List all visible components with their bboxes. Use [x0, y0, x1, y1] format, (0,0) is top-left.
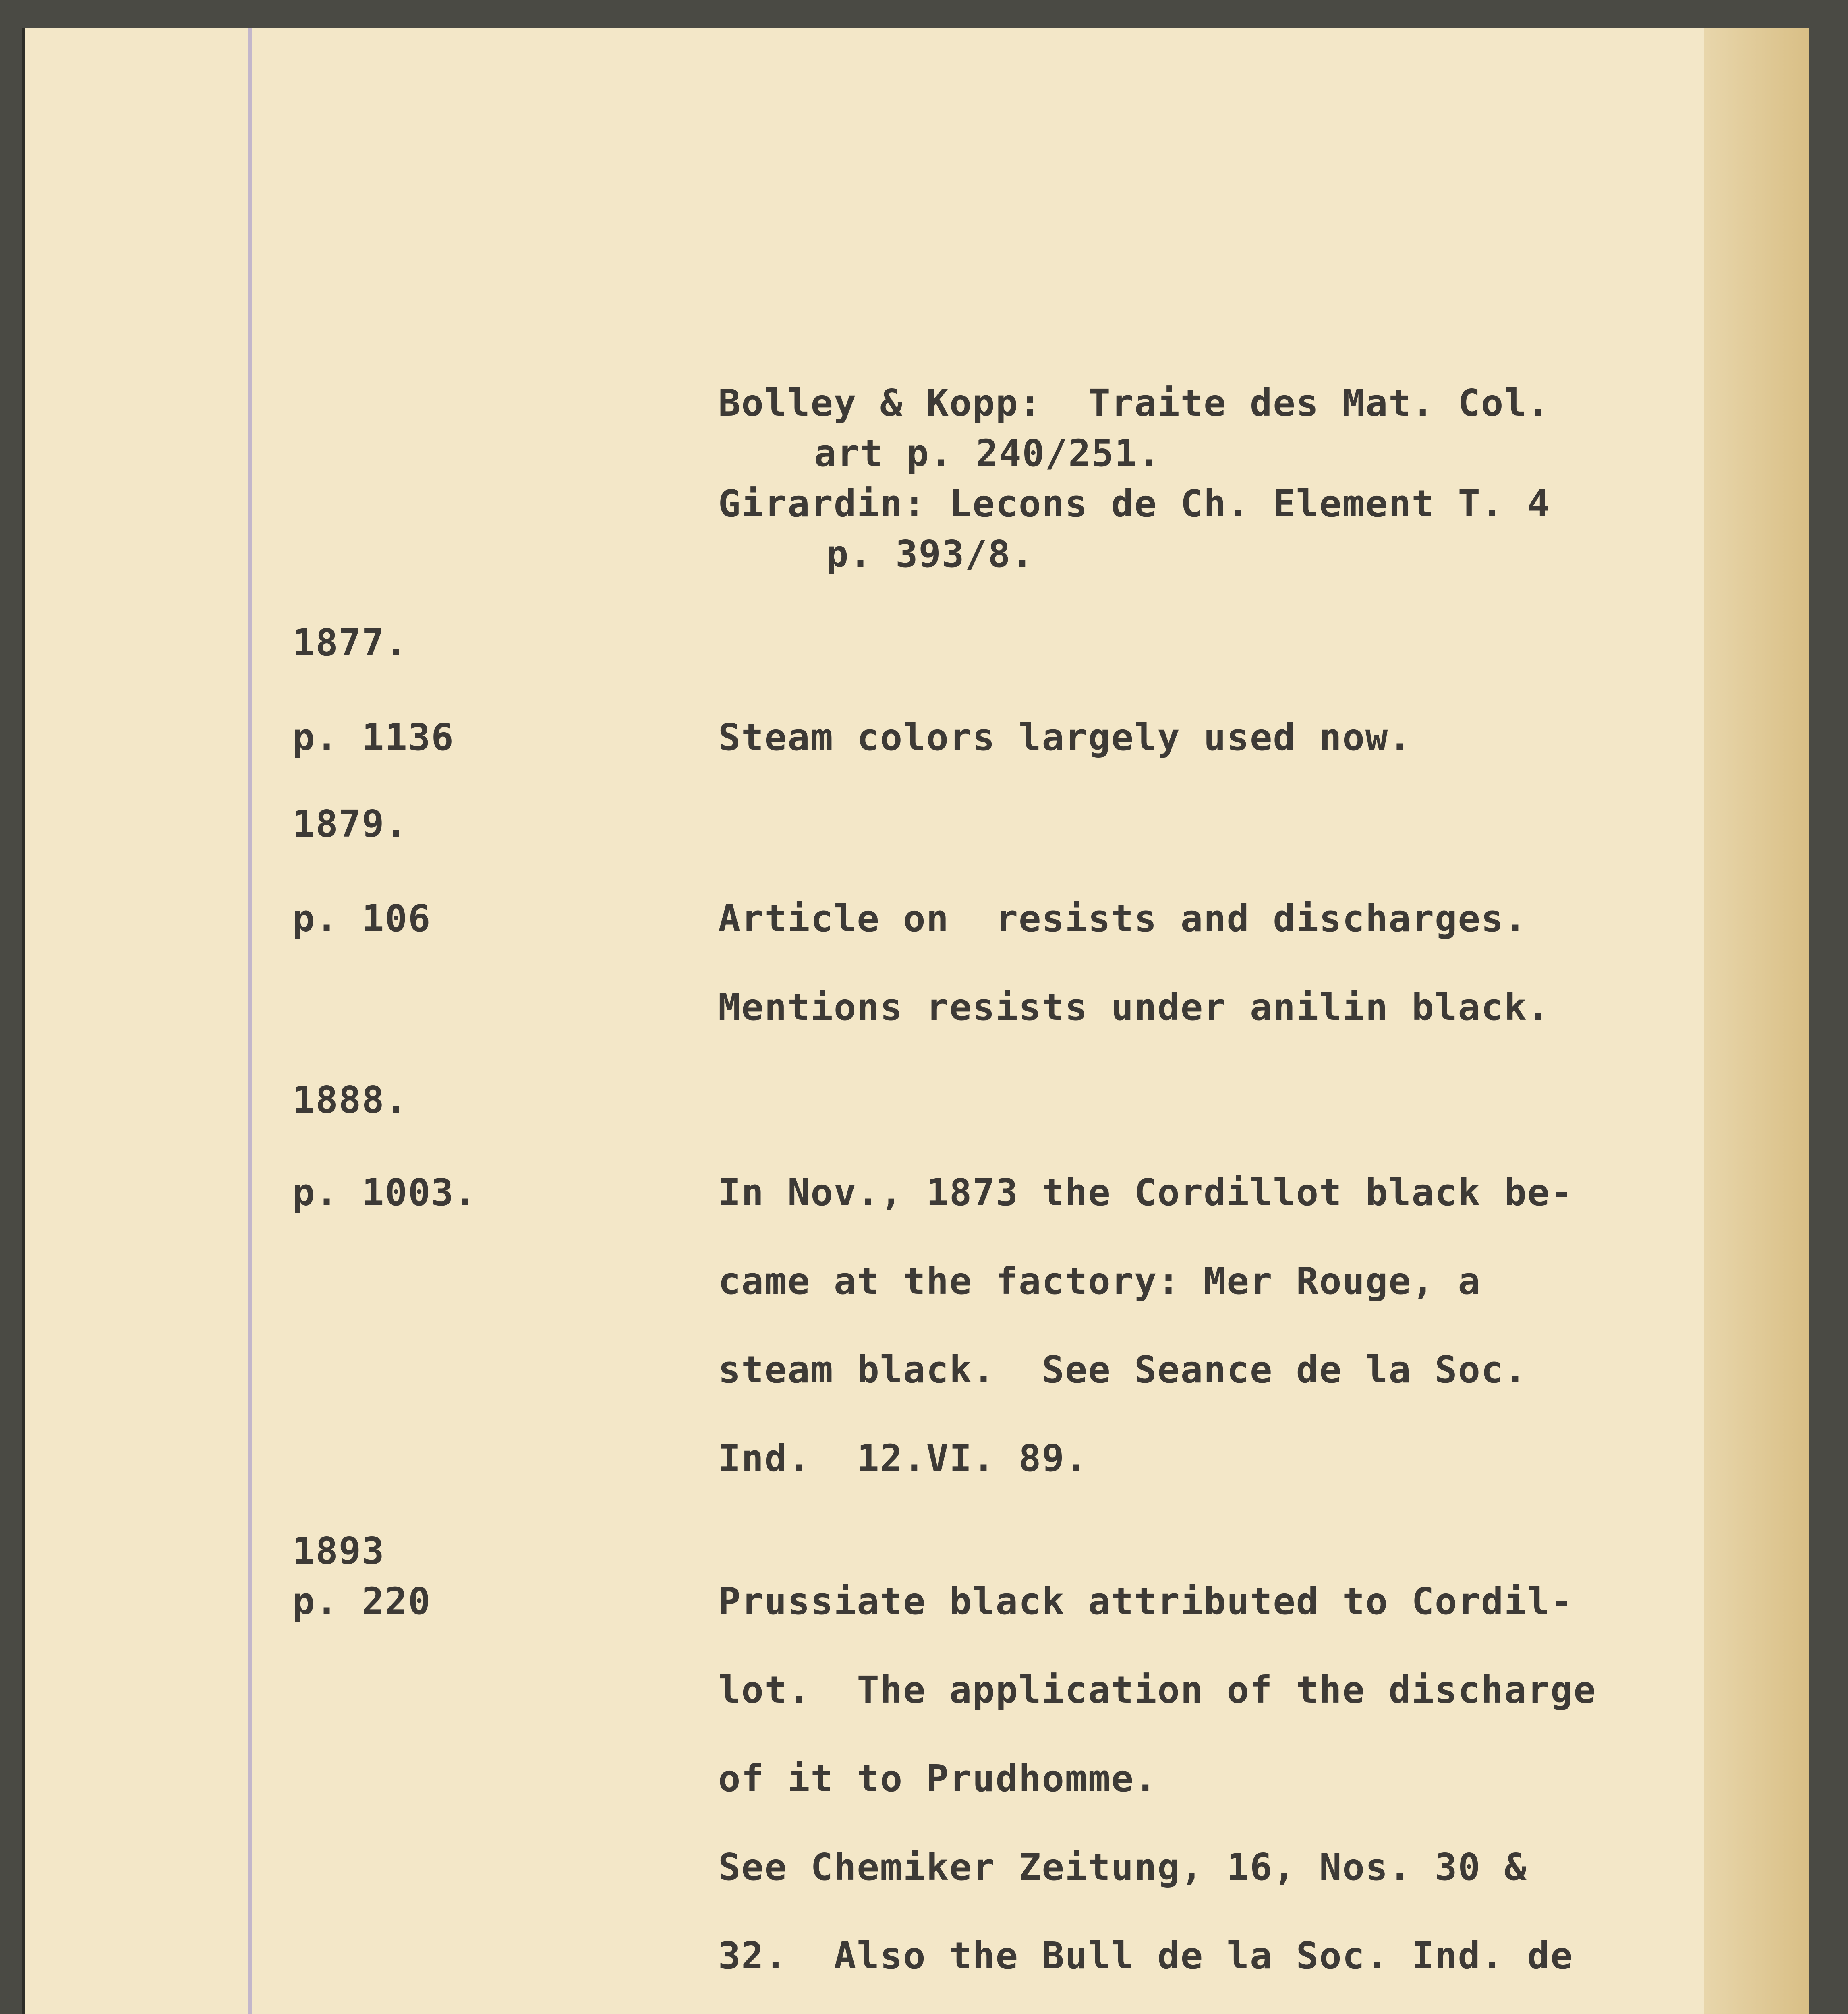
entry-text-line: lot. The application of the discharge	[718, 1668, 1597, 1711]
entry-text-line: See Chemiker Zeitung, 16, Nos. 30 &	[718, 1846, 1527, 1889]
entry-year: 1877.	[292, 621, 408, 664]
entry-text-line: 32. Also the Bull de la Soc. Ind. de	[718, 1934, 1574, 1977]
document-page	[22, 28, 1809, 2014]
entry-text-line: Mentions resists under anilin black.	[718, 986, 1550, 1029]
reference-girardin: Girardin: Lecons de Ch. Element T. 4	[718, 482, 1550, 525]
entry-year: 1879.	[292, 802, 408, 845]
entry-page: p. 1136	[292, 716, 454, 759]
entry-text-line: Steam colors largely used now.	[718, 716, 1412, 759]
entry-year: 1893	[292, 1529, 385, 1573]
entry-text-line: Ind. 12.VI. 89.	[718, 1437, 1088, 1480]
binding-edge	[1704, 28, 1809, 2014]
entry-text-line: came at the factory: Mer Rouge, a	[718, 1260, 1481, 1303]
entry-text-line: of it to Prudhomme.	[718, 1757, 1158, 1800]
entry-page: p. 220	[292, 1580, 431, 1623]
reference-girardin-pages: p. 393/8.	[826, 533, 1034, 576]
entry-text-line: In Nov., 1873 the Cordillot black be-	[718, 1171, 1574, 1214]
entry-page: p. 106	[292, 897, 431, 940]
reference-bolley: Bolley & Kopp: Traite des Mat. Col.	[718, 381, 1550, 425]
entry-text-line: steam black. See Seance de la Soc.	[718, 1348, 1527, 1391]
entry-text-line: Prussiate black attributed to Cordil-	[718, 1580, 1574, 1623]
entry-year: 1888.	[292, 1078, 408, 1121]
entry-page: p. 1003.	[292, 1171, 478, 1214]
reference-bolley-pages: art p. 240/251.	[814, 432, 1161, 475]
margin-rule	[248, 28, 252, 2014]
entry-text-line: Article on resists and discharges.	[718, 897, 1527, 940]
